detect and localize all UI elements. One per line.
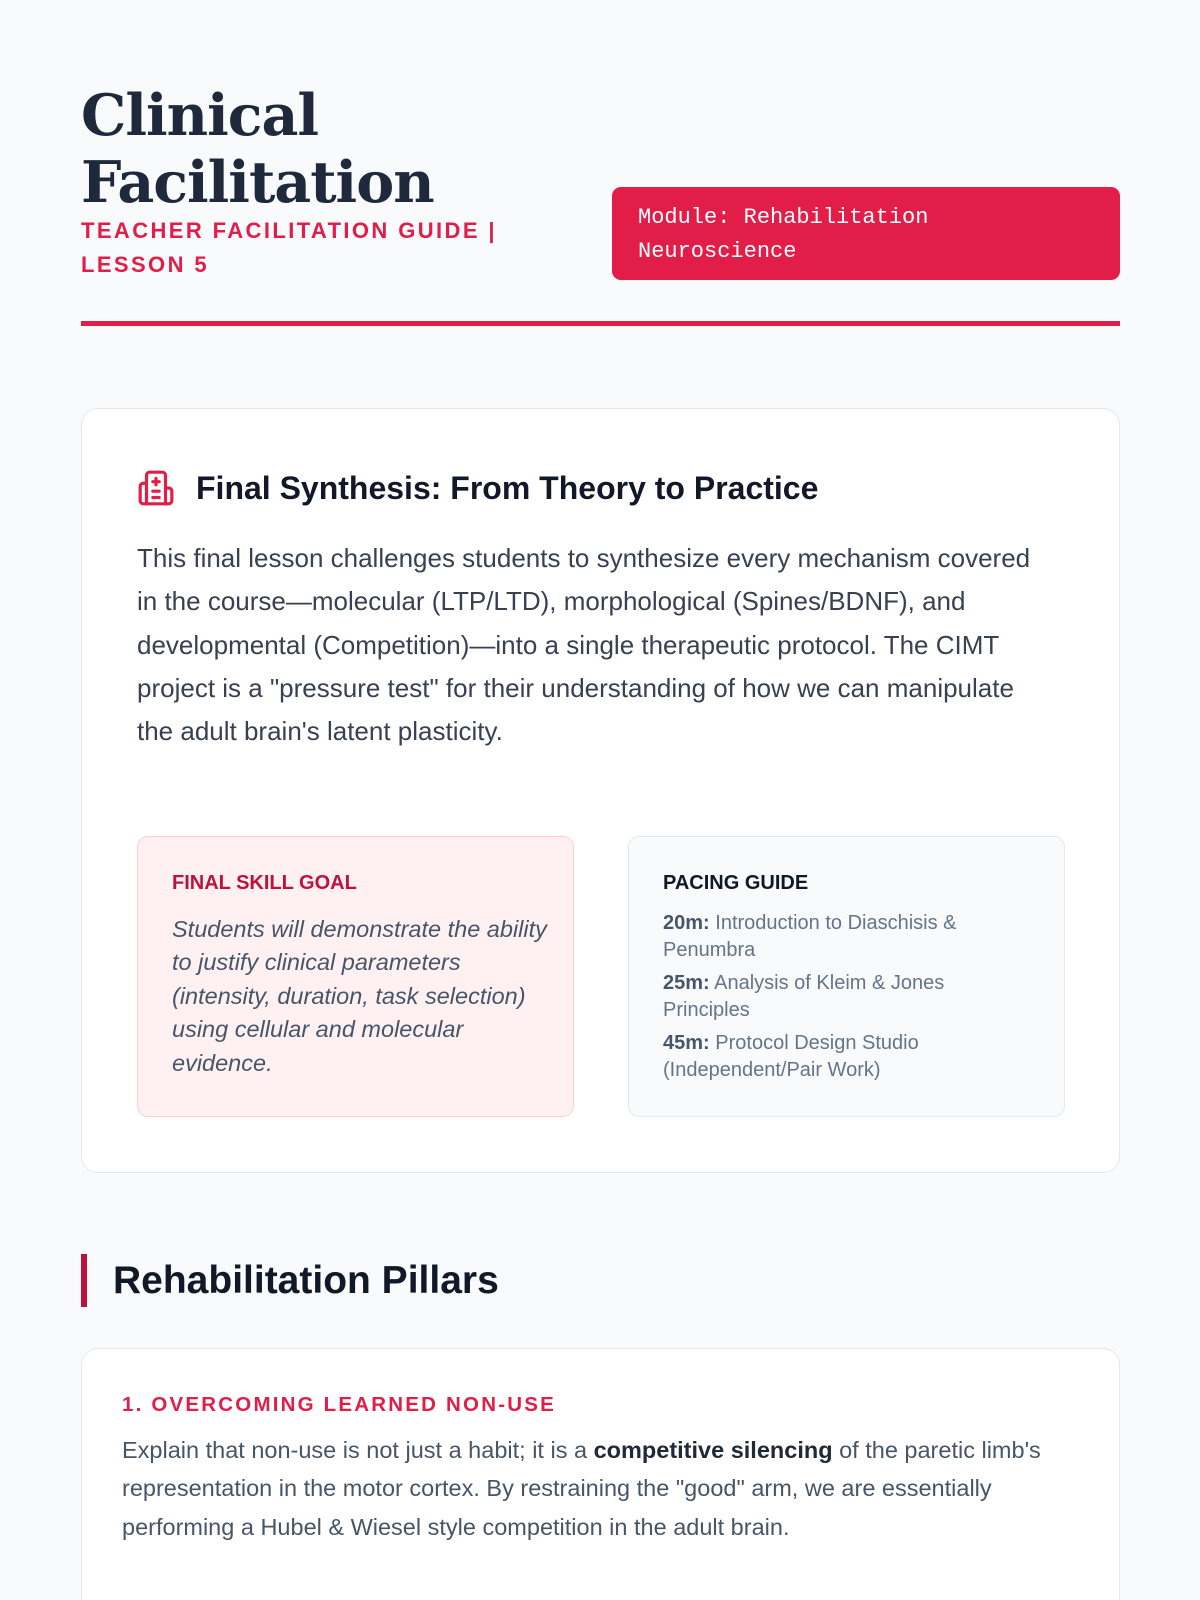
module-badge: Module: Rehabilitation Neuroscience [612, 187, 1120, 280]
final-skill-goal-text: Students will demonstrate the ability to justify clinical parameters (intensity, duration, task selection) using cellular and molecular evidence. [172, 916, 547, 1076]
pacing-text: Protocol Design Studio (Independent/Pair Work) [663, 1032, 919, 1081]
pacing-item [663, 1030, 1033, 1084]
pillar-text [122, 1431, 1072, 1546]
pacing-item [663, 910, 1033, 964]
pacing-item [663, 970, 1033, 1024]
pacing-time: 20m: [663, 912, 710, 934]
pillar-text-end: of the paretic limb's representation in the motor cortex. By restraining the "good" arm, we are essentially performing a Hubel & Wiesel style competition in the adult brain. [122, 1437, 1041, 1540]
pacing-time: 25m: [663, 972, 710, 994]
pacing-text: Analysis of Kleim & Jones Principles [663, 972, 945, 1021]
pacing-guide-label: PACING GUIDE [663, 872, 809, 894]
pacing-time: 45m: [663, 1032, 710, 1054]
pacing-text: Introduction to Diaschisis & Penumbra [663, 912, 957, 961]
page-subtitle: TEACHER FACILITATION GUIDE | LESSON 5 [81, 218, 497, 277]
section-title: Rehabilitation Pillars [113, 1259, 499, 1302]
hospital-icon [137, 469, 175, 507]
pacing-list [663, 910, 1033, 1090]
page-title: Clinical Facilitation [81, 82, 434, 216]
pillar-text-emphasis: competitive silencing [593, 1437, 833, 1463]
final-skill-goal-label: FINAL SKILL GOAL [172, 872, 357, 894]
header-divider [81, 321, 1120, 326]
pillar-text-start: Explain that non-use is not just a habit; it is a [122, 1437, 594, 1463]
final-skill-goal-box [137, 836, 574, 1117]
pacing-guide-box [628, 836, 1065, 1117]
section-accent-bar [81, 1254, 87, 1307]
overview-card [81, 408, 1120, 1173]
overview-title: Final Synthesis: From Theory to Practice [196, 470, 819, 506]
pillar-card [81, 1348, 1120, 1600]
pillar-label: 1. OVERCOMING LEARNED NON-USE [122, 1393, 556, 1416]
overview-description: This final lesson challenges students to synthesize every mechanism covered in the course—molecular (LTP/LTD), morphological (Spines/BDNF), and developmental (Competition)—into a single therapeutic protocol. The CIMT project is a "pressure test" for their understanding of how we can manipulate the adult brain's latent plasticity. [137, 543, 1031, 747]
